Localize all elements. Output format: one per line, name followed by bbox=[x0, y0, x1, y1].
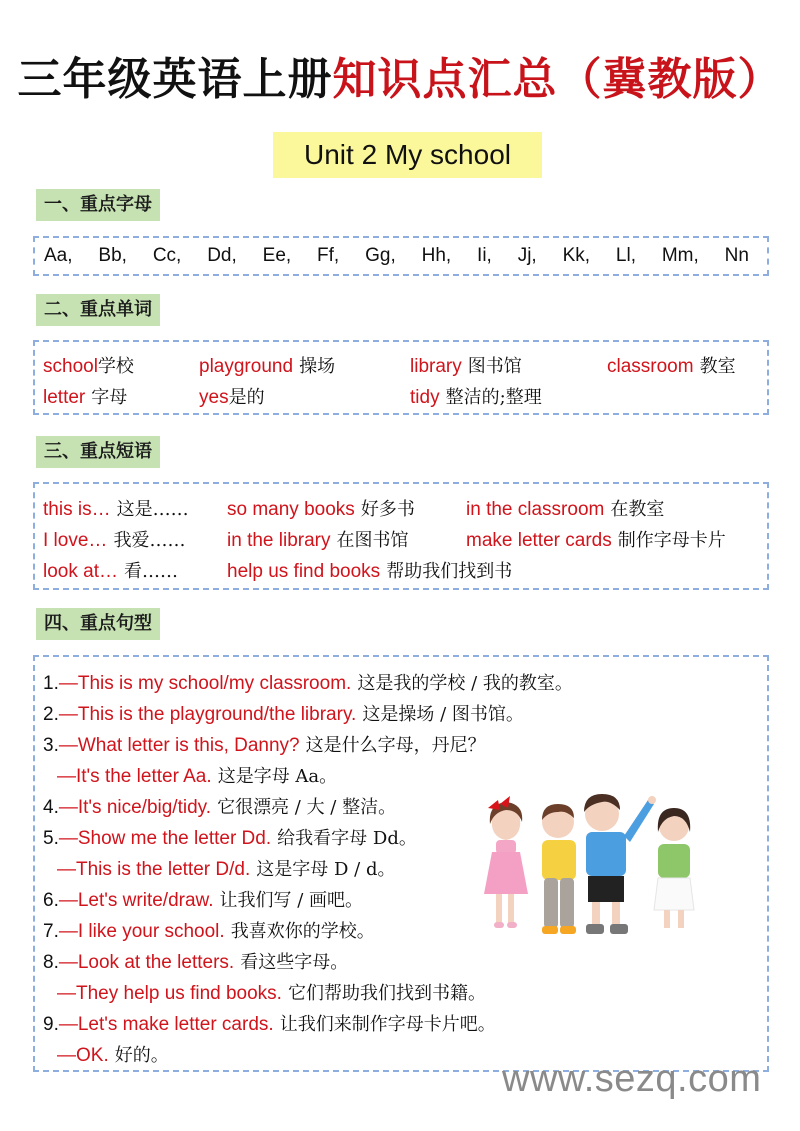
sentence-line: 6.—Let's write/draw. 让我们写 / 画吧。 bbox=[43, 890, 364, 911]
letter-item: Bb, bbox=[98, 245, 127, 266]
word-item: school学校 bbox=[43, 356, 134, 377]
words-box bbox=[33, 340, 769, 415]
sentence-line: 4.—It's nice/big/tidy. 它很漂亮 / 大 / 整洁。 bbox=[43, 797, 397, 818]
letter-item: Ll, bbox=[615, 245, 636, 266]
unit-banner: Unit 2 My school bbox=[273, 132, 542, 178]
girl-pink-dress-figure bbox=[484, 796, 528, 928]
letter-item: Gg, bbox=[365, 245, 396, 266]
word-item: playground 操场 bbox=[199, 356, 336, 377]
letter-item: Nn bbox=[724, 245, 749, 266]
letter-item: Ff, bbox=[317, 245, 340, 266]
phrase-item: in the library 在图书馆 bbox=[227, 530, 409, 551]
sentence-line: 1.—This is my school/my classroom. 这是我的学校 / 我的教室。 bbox=[43, 673, 573, 694]
phrase-item: help us find books 帮助我们找到书 bbox=[227, 561, 513, 582]
letters-box bbox=[33, 236, 769, 276]
phrase-item: so many books 好多书 bbox=[227, 499, 415, 520]
letter-item: Kk, bbox=[562, 245, 591, 266]
section-heading-letters: 一、重点字母 bbox=[36, 189, 160, 221]
girl-green-shirt-figure bbox=[654, 808, 694, 928]
sentence-line: —They help us find books. 它们帮助我们找到书籍。 bbox=[57, 983, 487, 1004]
phrase-item: this is… 这是…… bbox=[43, 499, 189, 520]
phrases-box bbox=[33, 482, 769, 590]
phrase-item: I love… 我爱…… bbox=[43, 530, 186, 551]
letter-item: Hh, bbox=[421, 245, 452, 266]
page-title bbox=[0, 52, 800, 108]
word-item: classroom 教室 bbox=[607, 356, 736, 377]
letter-item: Ii, bbox=[477, 245, 492, 266]
sentence-line: 3.—What letter is this, Danny? 这是什么字母，丹尼？ bbox=[43, 735, 486, 756]
boy-blue-shirt-pointing-figure bbox=[584, 794, 656, 934]
section-heading-sentences: 四、重点句型 bbox=[36, 608, 160, 640]
phrase-item: look at… 看…… bbox=[43, 561, 179, 582]
title-grade-part: 三年级英语上册 bbox=[17, 54, 333, 105]
letter-item: Ee, bbox=[262, 245, 292, 266]
sentence-line: —OK. 好的。 bbox=[57, 1045, 169, 1066]
sentence-line: —It's the letter Aa. 这是字母 Aa。 bbox=[57, 766, 338, 787]
letter-item: Cc, bbox=[152, 245, 182, 266]
word-item: letter 字母 bbox=[43, 387, 128, 408]
letter-item: Mm, bbox=[661, 245, 699, 266]
letter-item: Dd, bbox=[207, 245, 237, 266]
title-summary-part: 知识点汇总（冀教版） bbox=[332, 54, 783, 105]
sentence-line: 9.—Let's make letter cards. 让我们来制作字母卡片吧。 bbox=[43, 1014, 496, 1035]
section-heading-words: 二、重点单词 bbox=[36, 294, 160, 326]
word-item: tidy 整洁的;整理 bbox=[410, 387, 542, 408]
section-heading-phrases: 三、重点短语 bbox=[36, 436, 160, 468]
sentence-line: 7.—I like your school. 我喜欢你的学校。 bbox=[43, 921, 375, 942]
phrase-item: make letter cards 制作字母卡片 bbox=[466, 530, 726, 551]
sentence-line: —This is the letter D/d. 这是字母 D / d。 bbox=[57, 859, 396, 880]
word-item: library 图书馆 bbox=[410, 356, 522, 377]
sentence-line: 5.—Show me the letter Dd. 给我看字母 Dd。 bbox=[43, 828, 417, 849]
watermark: www.sezq.com bbox=[502, 1058, 762, 1100]
phrase-item: in the classroom 在教室 bbox=[466, 499, 665, 520]
boy-yellow-shirt-figure bbox=[542, 804, 576, 934]
children-illustration bbox=[478, 786, 700, 950]
letter-item: Jj, bbox=[517, 245, 537, 266]
word-item: yes是的 bbox=[199, 387, 265, 408]
sentence-line: 2.—This is the playground/the library. 这是操场 / 图书馆。 bbox=[43, 704, 524, 725]
sentence-line: 8.—Look at the letters. 看这些字母。 bbox=[43, 952, 349, 973]
letter-item: Aa, bbox=[44, 245, 73, 266]
